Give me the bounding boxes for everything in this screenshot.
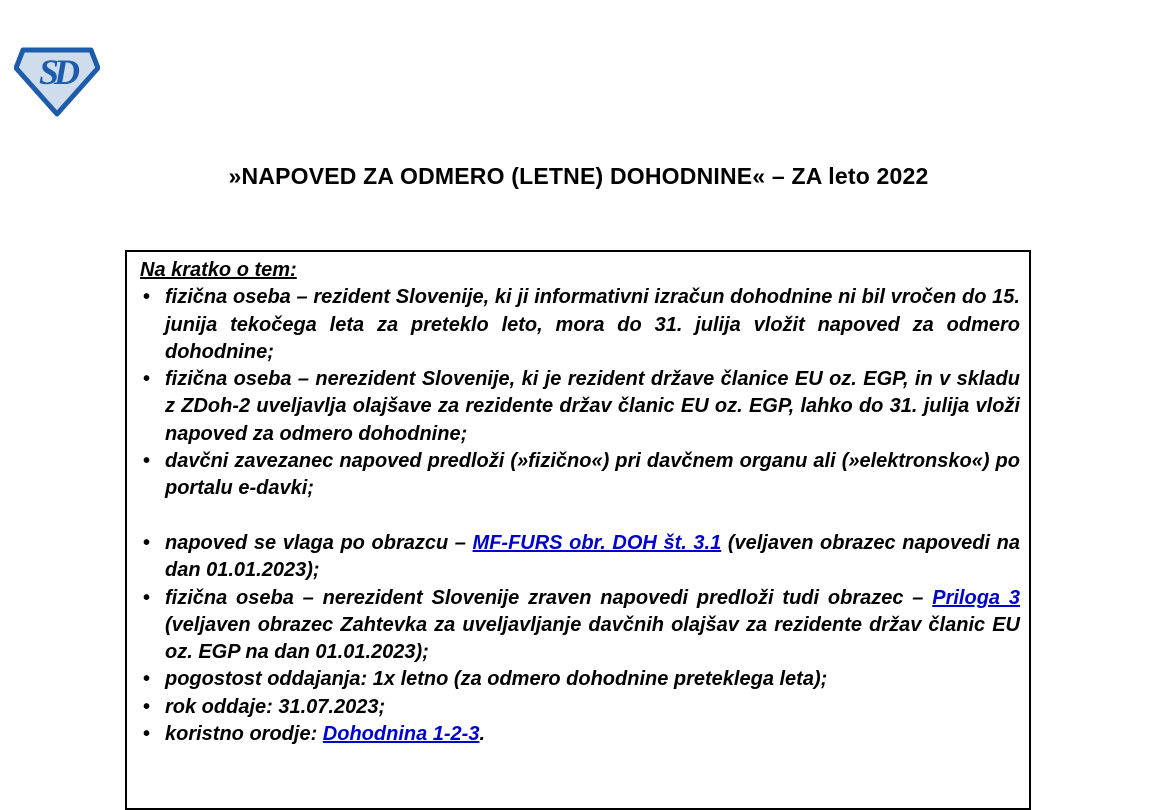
bullet-marker-icon: • bbox=[143, 586, 151, 609]
bullet-text: rok oddaje: 31.07.2023; bbox=[165, 695, 386, 718]
bullet-item bbox=[127, 448, 1020, 503]
summary-box bbox=[125, 250, 1031, 810]
bullet-text: napoved se vlaga po obrazcu – bbox=[165, 531, 473, 554]
bullet-item bbox=[127, 366, 1020, 448]
bullet-text: koristno orodje: bbox=[165, 723, 323, 746]
bullet-marker-icon: • bbox=[143, 286, 151, 309]
link-mf-furs-obr-doh-3-1[interactable]: MF-FURS obr. DOH št. 3.1 bbox=[472, 531, 722, 554]
logo-initials: SD bbox=[38, 52, 76, 92]
box-items bbox=[127, 284, 1020, 748]
bullet-text: . bbox=[479, 723, 486, 746]
link-dohodnina-1-2-3[interactable]: Dohodnina 1-2-3 bbox=[322, 723, 480, 746]
bullet-item bbox=[127, 721, 1020, 748]
bullet-item bbox=[127, 585, 1020, 667]
bullet-marker-icon: • bbox=[143, 368, 151, 391]
sd-diamond-logo bbox=[14, 47, 100, 117]
link-priloga-3[interactable]: Priloga 3 bbox=[932, 586, 1020, 609]
bullet-text: davčni zavezanec napoved predloži (»fizično«) pri davčnem organu ali (»elektronsko«) po portalu e-davki; bbox=[165, 450, 1020, 500]
blank-line bbox=[127, 503, 1020, 530]
bullet-item bbox=[127, 666, 1020, 693]
bullet-text: (veljaven obrazec napovedi na dan 01.01.2023); bbox=[165, 531, 1020, 582]
bullet-marker-icon: • bbox=[143, 723, 151, 746]
bullet-item bbox=[127, 284, 1020, 366]
bullet-text: pogostost oddajanja: 1x letno (za odmero dohodnine preteklega leta); bbox=[165, 668, 828, 691]
bullet-text: fizična oseba – nerezident Slovenije, ki je rezident države članice EU oz. EGP, in v skladu z ZDoh-2 uveljavlja olajšave za rezidente držav članic EU oz. EGP, lahko do 31. julija vloži napoved za odmero dohodnine; bbox=[165, 368, 1020, 445]
bullet-marker-icon: • bbox=[143, 695, 151, 718]
page-title: »NAPOVED ZA ODMERO (LETNE) DOHODNINE« – ZA leto 2022 bbox=[228, 163, 929, 189]
bullet-marker-icon: • bbox=[143, 450, 151, 473]
box-heading: Na kratko o tem: bbox=[140, 259, 297, 281]
bullet-text: fizična oseba – rezident Slovenije, ki ji informativni izračun dohodnine ni bil vročen do 15. junija tekočega leta za preteklo leto, mora do 31. julija vložit napoved za odmero dohodnine; bbox=[165, 286, 1020, 363]
bullet-marker-icon: • bbox=[143, 531, 151, 554]
bullet-text: (veljaven obrazec Zahtevka za uveljavljanje davčnih olajšav za rezidente držav članic EU oz. EGP na dan 01.01.2023); bbox=[165, 613, 1020, 664]
bullet-text: fizična oseba – nerezident Slovenije zraven napovedi predloži tudi obrazec – bbox=[165, 586, 933, 609]
bullet-marker-icon: • bbox=[143, 668, 151, 691]
bullet-item bbox=[127, 530, 1020, 585]
bullet-item bbox=[127, 694, 1020, 721]
